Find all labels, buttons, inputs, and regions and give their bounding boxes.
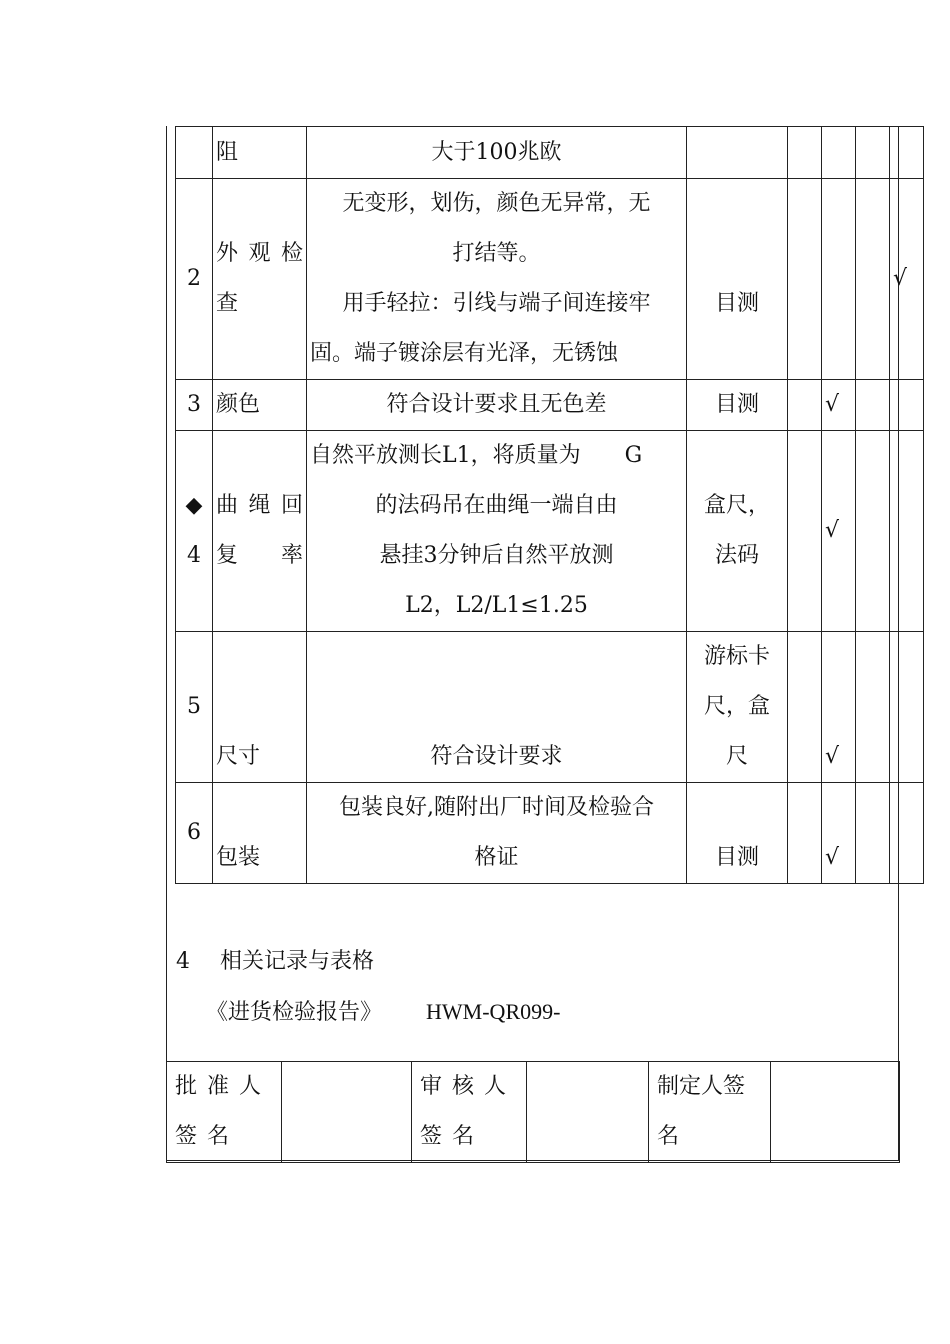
section-number: 4 xyxy=(176,949,190,974)
diamond-icon: ◆ xyxy=(185,493,203,518)
row-requirement: 包装良好,随附出厂时间及检验合 格证 xyxy=(307,783,687,884)
row-item: 外观检查 xyxy=(213,179,307,380)
row-mark: √ xyxy=(822,632,856,783)
row-mark xyxy=(856,632,890,783)
report-name: 《进货检验报告》 xyxy=(206,1000,383,1025)
row-mark xyxy=(856,127,890,179)
table-row xyxy=(176,179,924,380)
table-row xyxy=(176,127,924,179)
row-mark xyxy=(890,632,924,783)
row-mark: √ xyxy=(822,431,856,632)
signature-table xyxy=(166,1061,900,1163)
row-number xyxy=(176,127,213,179)
row-tool: 目测 xyxy=(687,179,788,380)
row-tool: 游标卡 尺，盒 尺 xyxy=(687,632,788,783)
row-item: 颜色 xyxy=(213,380,307,431)
section-title: 相关记录与表格 xyxy=(220,949,375,974)
row-mark xyxy=(856,783,890,884)
section-heading xyxy=(176,940,374,984)
row-number: 6 xyxy=(176,783,213,884)
row-requirement: 自然平放测长L1，将质量为 G 的法码吊在曲绳一端自由 悬挂3分钟后自然平放测 L2，L2/L1≤1.25 xyxy=(307,431,687,632)
row-tool: 目测 xyxy=(687,380,788,431)
row-mark xyxy=(788,783,822,884)
table-row xyxy=(176,380,924,431)
inspection-table xyxy=(175,126,924,884)
table-row xyxy=(176,431,924,632)
row-mark xyxy=(788,127,822,179)
row-mark xyxy=(856,179,890,380)
row-mark xyxy=(890,783,924,884)
row-mark xyxy=(788,179,822,380)
row-requirement: 符合设计要求且无色差 xyxy=(307,380,687,431)
row-item: 包装 xyxy=(213,783,307,884)
row-mark: √ xyxy=(822,380,856,431)
row-mark xyxy=(788,632,822,783)
approver-signature-field[interactable] xyxy=(282,1062,412,1163)
author-signature-field[interactable] xyxy=(771,1062,900,1163)
signature-row xyxy=(167,1062,900,1163)
row-requirement: 大于100兆欧 xyxy=(307,127,687,179)
row-mark xyxy=(856,431,890,632)
row-mark xyxy=(856,380,890,431)
row-number: ◆ 4 xyxy=(176,431,213,632)
approver-label: 批准人签名 xyxy=(167,1062,282,1163)
reviewer-label: 审核人签名 xyxy=(412,1062,527,1163)
row-mark xyxy=(890,380,924,431)
row-mark xyxy=(788,431,822,632)
table-row xyxy=(176,783,924,884)
row-mark xyxy=(788,380,822,431)
report-code: HWM-QR099- xyxy=(426,999,561,1024)
row-number: 3 xyxy=(176,380,213,431)
row-requirement: 符合设计要求 xyxy=(307,632,687,783)
row-mark xyxy=(822,127,856,179)
reviewer-signature-field[interactable] xyxy=(527,1062,649,1163)
row-mark xyxy=(890,431,924,632)
row-mark xyxy=(890,127,924,179)
row-item: 曲绳回复率 xyxy=(213,431,307,632)
row-tool: 盒尺， 法码 xyxy=(687,431,788,632)
row-number: 5 xyxy=(176,632,213,783)
row-mark: √ xyxy=(890,179,924,380)
author-label: 制定人签名 xyxy=(649,1062,771,1163)
row-mark xyxy=(822,179,856,380)
row-item: 阻 xyxy=(213,127,307,179)
row-mark: √ xyxy=(822,783,856,884)
report-reference xyxy=(206,990,560,1035)
row-tool: 目测 xyxy=(687,783,788,884)
table-row xyxy=(176,632,924,783)
row-tool xyxy=(687,127,788,179)
row-number: 2 xyxy=(176,179,213,380)
row-requirement: 无变形，划伤，颜色无异常，无 打结等。 用手轻拉：引线与端子间连接牢 固。端子镀涂层有光泽，无锈蚀 xyxy=(307,179,687,380)
row-item: 尺寸 xyxy=(213,632,307,783)
